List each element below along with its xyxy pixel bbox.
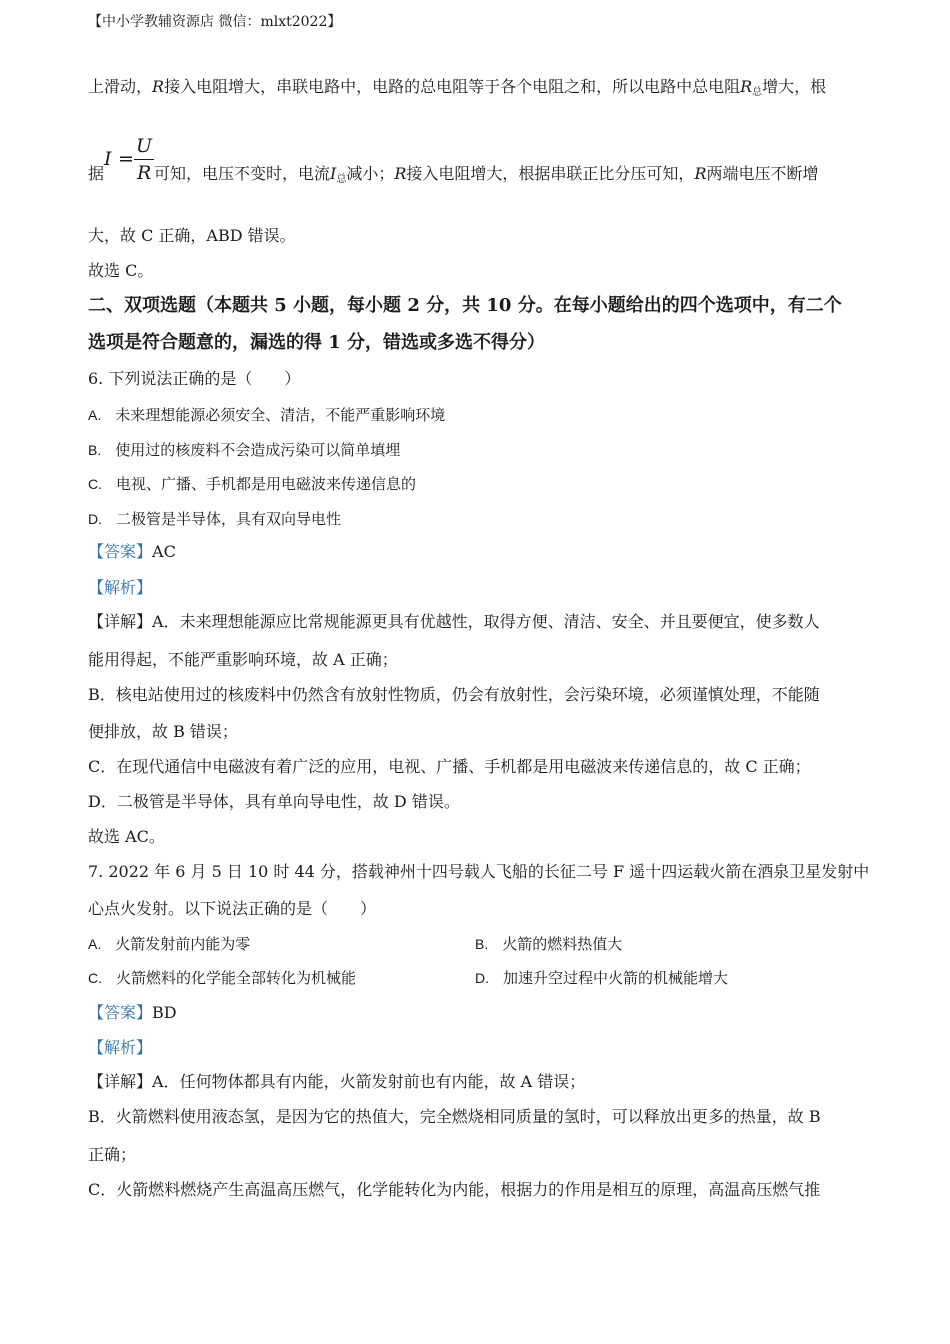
q7-option-b: B. 火箭的燃料热值大: [475, 935, 623, 953]
section-heading-line-2: 选项是符合题意的，漏选的得 1 分，错选或多选不得分）: [88, 332, 546, 353]
q7-detail-line-4: C．火箭燃料燃烧产生高温高压燃气，化学能转化为内能，根据力的作用是相互的原理，高温高压燃气推: [88, 1180, 821, 1199]
q7-detail-line-3: 正确；: [88, 1145, 137, 1164]
ohms-law-formula: I = U R: [104, 135, 153, 184]
intro-line-1: 上滑动，R接入电阻增大，串联电路中，电路的总电阻等于各个电阻之和，所以电路中总电阻$R_总$增大，根: [88, 77, 827, 98]
q7-detail-line-1: 【详解】A．任何物体都具有内能，火箭发射前也有内能，故 A 错误；: [88, 1072, 586, 1091]
q6-stem: 6. 下列说法正确的是（ ）: [88, 369, 301, 388]
intro-line-4: 故选 C。: [88, 261, 154, 280]
q7-option-a: A. 火箭发射前内能为零: [88, 935, 251, 953]
q7-answer: 【答案】BD: [88, 1003, 177, 1022]
q6-detail-line-4: 便排放，故 B 错误；: [88, 722, 238, 741]
q7-analysis-label: 【解析】: [88, 1038, 153, 1057]
q7-stem-line-1: 7. 2022 年 6 月 5 日 10 时 44 分，搭载神州十四号载人飞船的长征二号 F 遥十四运载火箭在酒泉卫星发射中: [88, 862, 870, 881]
intro-line-2: 据 可知，电压不变时，电流$I_总$减小；R接入电阻增大，根据串联正比分压可知，R两端电压不断增: [88, 164, 819, 185]
q7-option-c: C. 火箭燃料的化学能全部转化为机械能: [88, 969, 357, 987]
intro-line-3: 大，故 C 正确，ABD 错误。: [88, 226, 296, 245]
q6-answer: 【答案】AC: [88, 542, 176, 561]
q6-detail-line-7: 故选 AC。: [88, 827, 165, 846]
q7-option-d: D. 加速升空过程中火箭的机械能增大: [475, 969, 729, 987]
q6-detail-line-2: 能用得起，不能严重影响环境，故 A 正确；: [88, 650, 398, 669]
fraction-bar: [134, 159, 154, 160]
q6-detail-line-6: D．二极管是半导体，具有单向导电性，故 D 错误。: [88, 792, 460, 811]
q6-detail-line-3: B．核电站使用过的核废料中仍然含有放射性物质，仍会有放射性，会污染环境，必须谨慎处理，不能随: [88, 685, 820, 704]
q7-stem-line-2: 心点火发射。以下说法正确的是（ ）: [88, 899, 377, 918]
q6-option-a: A. 未来理想能源必须安全、清洁，不能严重影响环境: [88, 406, 446, 424]
q6-analysis-label: 【解析】: [88, 578, 153, 597]
q6-detail-line-1: 【详解】A．未来理想能源应比常规能源更具有优越性，取得方便、清洁、安全、并且要便宜，使多数人: [88, 612, 820, 631]
q6-option-b: B. 使用过的核废料不会造成污染可以简单填埋: [88, 441, 401, 459]
q6-option-d: D. 二极管是半导体，具有双向导电性: [88, 510, 342, 528]
header-watermark: 【中小学教辅资源店 微信：mlxt2022】: [88, 14, 342, 30]
q7-detail-line-2: B．火箭燃料使用液态氢，是因为它的热值大，完全燃烧相同质量的氢时，可以释放出更多的热量，故 B: [88, 1107, 821, 1126]
q6-detail-line-5: C．在现代通信中电磁波有着广泛的应用，电视、广播、手机都是用电磁波来传递信息的，故 C 正确；: [88, 757, 811, 776]
section-heading-line-1: 二、双项选题（本题共 5 小题，每小题 2 分，共 10 分。在每小题给出的四个选项中，有二个: [88, 295, 842, 316]
q6-option-c: C. 电视、广播、手机都是用电磁波来传递信息的: [88, 475, 417, 493]
